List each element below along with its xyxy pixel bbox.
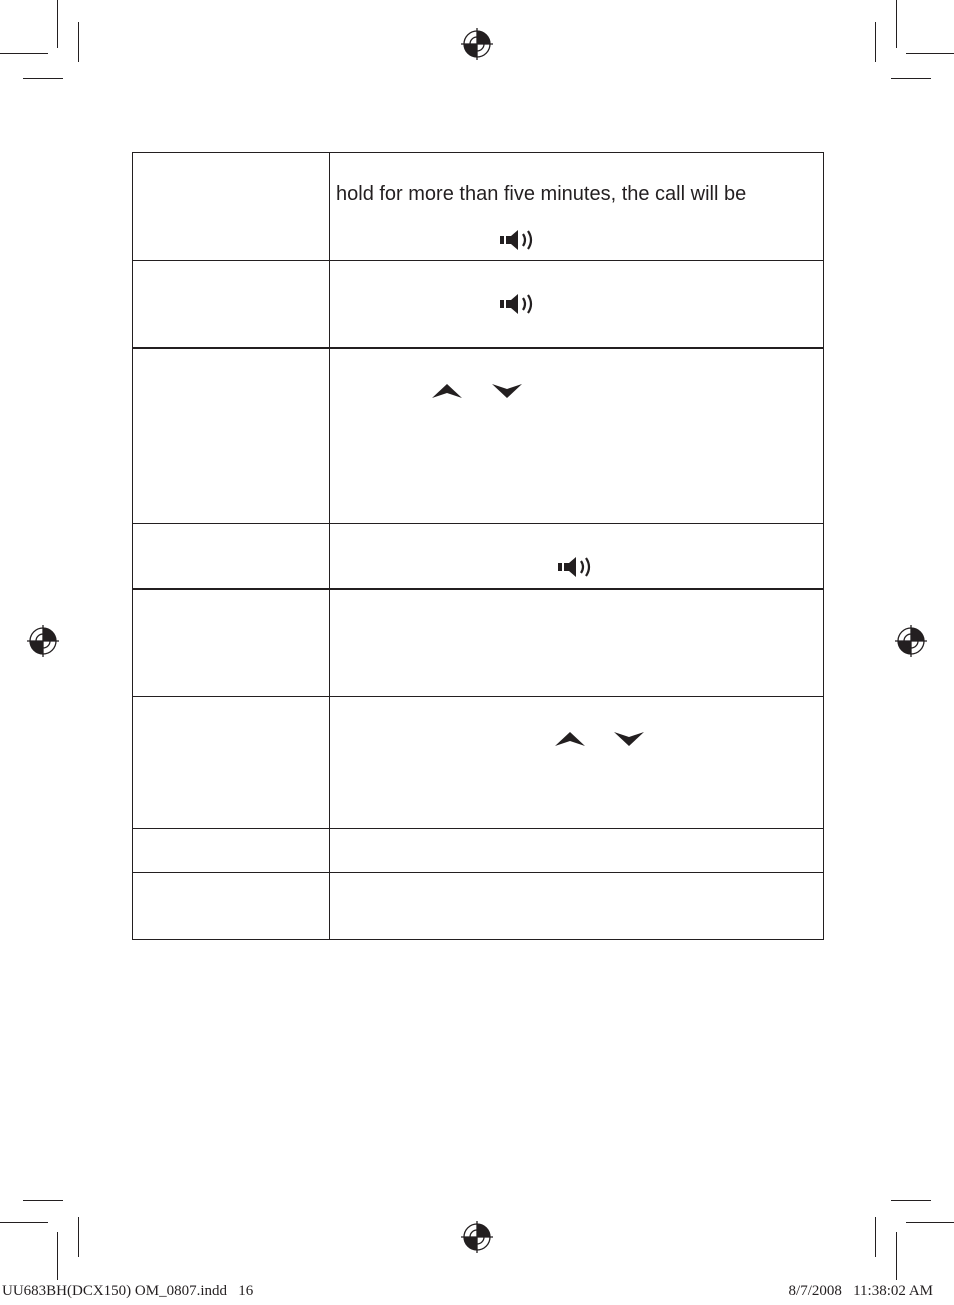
table-row-divider (133, 872, 824, 873)
feature-table (132, 152, 824, 940)
registration-mark-icon (461, 1221, 493, 1253)
arrow-up-icon (554, 731, 586, 747)
arrow-down-icon (613, 731, 645, 747)
table-row-divider (133, 523, 824, 524)
registration-mark-icon (895, 625, 927, 657)
file-info: UU683BH(DCX150) OM_0807.indd 16 (2, 1283, 254, 1299)
table-row-divider (133, 696, 824, 697)
table-row-divider (133, 588, 824, 590)
speaker-icon (557, 556, 595, 578)
speaker-icon (499, 293, 537, 315)
table-row-divider (133, 347, 824, 349)
registration-mark-icon (27, 625, 59, 657)
table-row-divider (133, 260, 824, 261)
arrow-down-icon (491, 383, 523, 399)
registration-mark-icon (461, 28, 493, 60)
column-divider (329, 153, 330, 939)
table-row-divider (133, 828, 824, 829)
timestamp: 8/7/2008 11:38:02 AM (788, 1283, 933, 1299)
arrow-up-icon (431, 383, 463, 399)
speaker-icon (499, 229, 537, 251)
table-cell-text: hold for more than five minutes, the call will be (336, 183, 747, 205)
